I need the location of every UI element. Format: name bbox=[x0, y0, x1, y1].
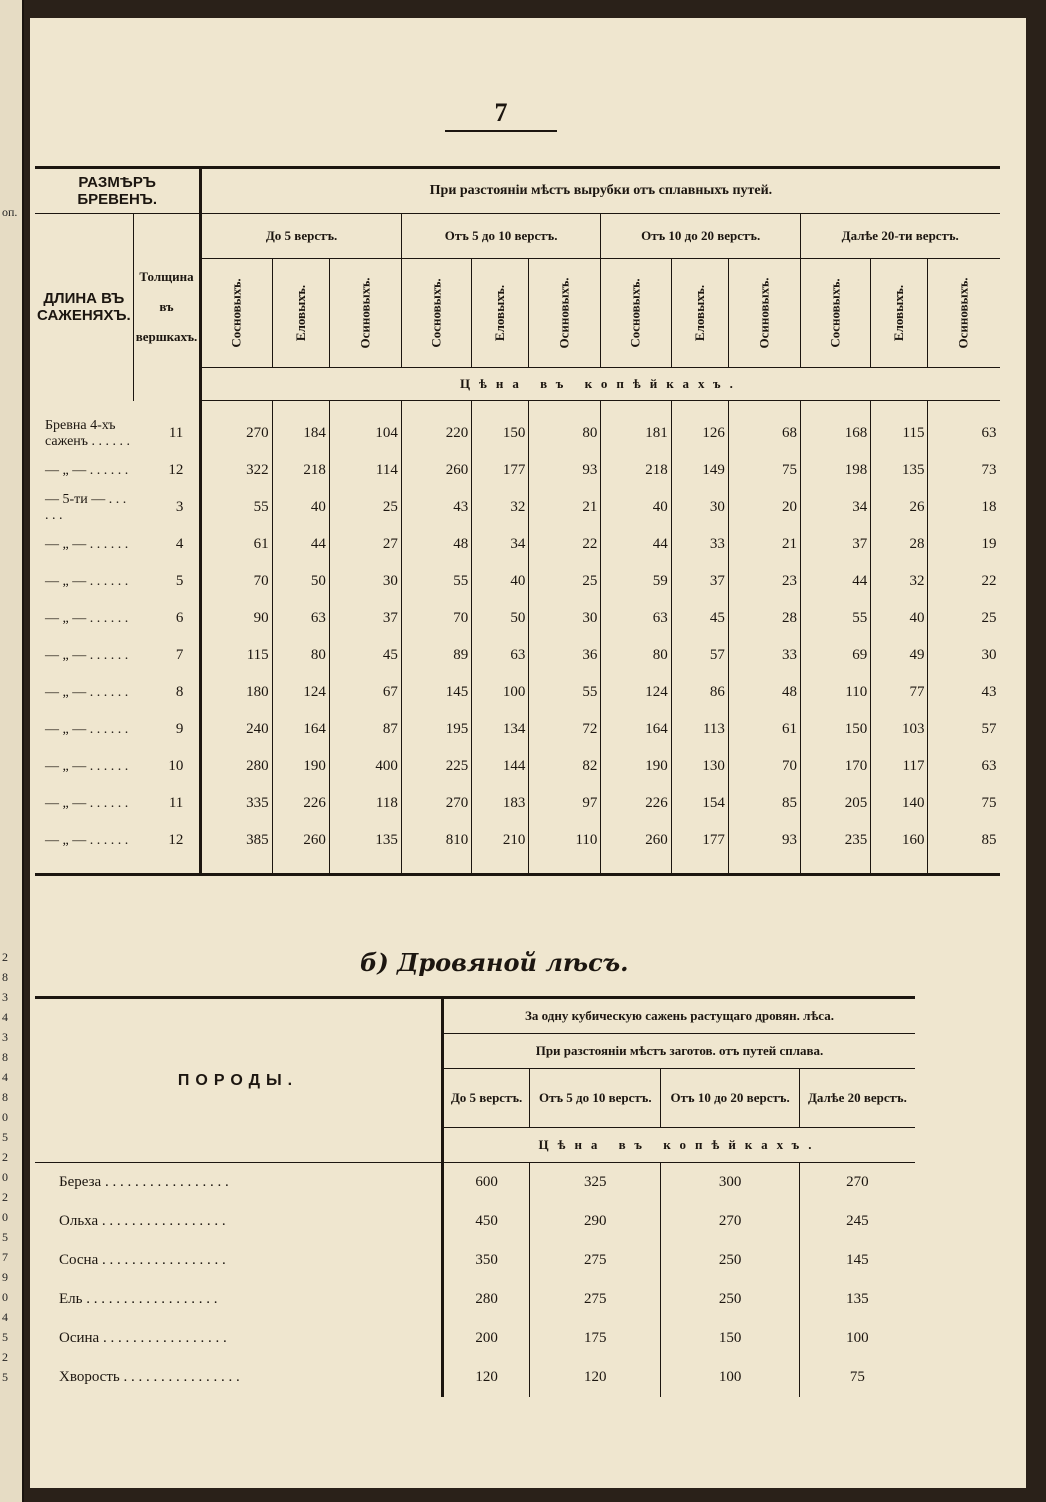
price-cell: 80 bbox=[601, 637, 671, 674]
spine-fragment: 2 bbox=[2, 1150, 8, 1164]
price-cell: 118 bbox=[329, 785, 401, 822]
price-cell: 37 bbox=[329, 600, 401, 637]
price-cell: 117 bbox=[871, 748, 928, 785]
species-header: Осиновыхъ. bbox=[329, 259, 401, 368]
price-cell: 226 bbox=[601, 785, 671, 822]
row-label: — 5-ти — . . . . . . bbox=[45, 491, 127, 523]
price-cell: 226 bbox=[272, 785, 329, 822]
page-number: 7 bbox=[445, 98, 557, 132]
price-cell: 140 bbox=[871, 785, 928, 822]
spine-fragment: 2 bbox=[2, 1190, 8, 1204]
species-header: Сосновыхъ. bbox=[601, 259, 671, 368]
price-cell: 100 bbox=[661, 1358, 799, 1397]
price-cell: 260 bbox=[401, 452, 471, 489]
table-row bbox=[35, 674, 1000, 711]
species-header: Осиновыхъ. bbox=[728, 259, 800, 368]
price-cell: 190 bbox=[272, 748, 329, 785]
price-cell: 210 bbox=[472, 822, 529, 859]
price-cell: 86 bbox=[671, 674, 728, 711]
price-cell: 33 bbox=[671, 526, 728, 563]
price-cell: 55 bbox=[800, 600, 870, 637]
group-header: Отъ 10 до 20 верстъ. bbox=[601, 214, 801, 259]
price-cell: 30 bbox=[928, 637, 1000, 674]
price-cell: 80 bbox=[272, 637, 329, 674]
price-cell: 85 bbox=[928, 822, 1000, 859]
thickness-cell: 12 bbox=[133, 452, 201, 489]
spine-fragment: оп. bbox=[2, 205, 18, 219]
group-header: Отъ 5 до 10 верстъ. bbox=[401, 214, 601, 259]
price-cell: 25 bbox=[529, 563, 601, 600]
price-cell: 63 bbox=[928, 748, 1000, 785]
price-cell: 45 bbox=[671, 600, 728, 637]
price-cell: 135 bbox=[871, 452, 928, 489]
price-cell: 322 bbox=[201, 452, 272, 489]
price-cell: 270 bbox=[661, 1202, 799, 1241]
price-cell: 32 bbox=[871, 563, 928, 600]
thickness-cell: 12 bbox=[133, 822, 201, 859]
price-cell: 50 bbox=[472, 600, 529, 637]
price-cell: 50 bbox=[272, 563, 329, 600]
price-cell: 40 bbox=[871, 600, 928, 637]
price-cell: 220 bbox=[401, 415, 471, 452]
table-row bbox=[35, 1280, 915, 1319]
price-cell: 34 bbox=[472, 526, 529, 563]
spacer-row bbox=[35, 859, 1000, 875]
price-cell: 44 bbox=[601, 526, 671, 563]
price-cell: 260 bbox=[601, 822, 671, 859]
table-row bbox=[35, 415, 1000, 452]
price-cell: 180 bbox=[201, 674, 272, 711]
price-label: Цѣна въ копѣйкахъ. bbox=[443, 1128, 916, 1163]
price-cell: 115 bbox=[871, 415, 928, 452]
price-cell: 40 bbox=[472, 563, 529, 600]
table-row bbox=[35, 637, 1000, 674]
price-cell: 177 bbox=[472, 452, 529, 489]
price-cell: 93 bbox=[529, 452, 601, 489]
price-cell: 21 bbox=[728, 526, 800, 563]
price-cell: 350 bbox=[443, 1241, 530, 1280]
price-cell: 145 bbox=[401, 674, 471, 711]
price-cell: 70 bbox=[401, 600, 471, 637]
price-cell: 43 bbox=[401, 489, 471, 526]
price-cell: 22 bbox=[529, 526, 601, 563]
price-cell: 25 bbox=[928, 600, 1000, 637]
thickness-cell: 3 bbox=[133, 489, 201, 526]
price-cell: 27 bbox=[329, 526, 401, 563]
price-cell: 75 bbox=[799, 1358, 915, 1397]
spine-fragment: 5 bbox=[2, 1370, 8, 1384]
price-cell: 126 bbox=[671, 415, 728, 452]
price-cell: 103 bbox=[871, 711, 928, 748]
log-price-table bbox=[35, 166, 1000, 876]
group-header: До 5 верстъ. bbox=[443, 1069, 530, 1128]
species-header: Осиновыхъ. bbox=[529, 259, 601, 368]
price-cell: 240 bbox=[201, 711, 272, 748]
price-cell: 250 bbox=[661, 1280, 799, 1319]
price-cell: 61 bbox=[728, 711, 800, 748]
price-cell: 130 bbox=[671, 748, 728, 785]
price-label: Цѣна въ копѣйкахъ. bbox=[201, 368, 1000, 401]
row-label: — „ — . . . . . . bbox=[45, 462, 129, 478]
price-cell: 150 bbox=[472, 415, 529, 452]
price-cell: 114 bbox=[329, 452, 401, 489]
row-label: Сосна . . . . . . . . . . . . . . . . . bbox=[35, 1241, 443, 1280]
price-cell: 124 bbox=[272, 674, 329, 711]
price-cell: 93 bbox=[728, 822, 800, 859]
price-cell: 218 bbox=[601, 452, 671, 489]
price-cell: 33 bbox=[728, 637, 800, 674]
book-spine-edge bbox=[0, 0, 24, 1502]
price-cell: 385 bbox=[201, 822, 272, 859]
firewood-price-table bbox=[35, 996, 915, 1397]
price-cell: 134 bbox=[472, 711, 529, 748]
table-row bbox=[35, 1163, 915, 1203]
price-cell: 450 bbox=[443, 1202, 530, 1241]
price-cell: 67 bbox=[329, 674, 401, 711]
price-cell: 57 bbox=[928, 711, 1000, 748]
price-cell: 235 bbox=[800, 822, 870, 859]
price-cell: 184 bbox=[272, 415, 329, 452]
price-cell: 30 bbox=[529, 600, 601, 637]
species-header: Еловыхъ. bbox=[272, 259, 329, 368]
price-cell: 160 bbox=[871, 822, 928, 859]
price-cell: 200 bbox=[443, 1319, 530, 1358]
spine-fragment: 0 bbox=[2, 1210, 8, 1224]
spine-fragment: 3 bbox=[2, 1030, 8, 1044]
price-cell: 164 bbox=[272, 711, 329, 748]
price-cell: 245 bbox=[799, 1202, 915, 1241]
price-cell: 61 bbox=[201, 526, 272, 563]
thickness-cell: 5 bbox=[133, 563, 201, 600]
thickness-header: Толщина въ вершкахъ. bbox=[133, 214, 201, 401]
price-cell: 164 bbox=[601, 711, 671, 748]
price-cell: 270 bbox=[201, 415, 272, 452]
spine-fragment: 5 bbox=[2, 1330, 8, 1344]
group-header: Отъ 10 до 20 верстъ. bbox=[661, 1069, 799, 1128]
price-cell: 69 bbox=[800, 637, 870, 674]
price-cell: 75 bbox=[728, 452, 800, 489]
group-header: Отъ 5 до 10 верстъ. bbox=[530, 1069, 661, 1128]
price-cell: 63 bbox=[272, 600, 329, 637]
price-cell: 149 bbox=[671, 452, 728, 489]
table-row bbox=[35, 526, 1000, 563]
price-cell: 120 bbox=[530, 1358, 661, 1397]
price-cell: 34 bbox=[800, 489, 870, 526]
table-row bbox=[35, 711, 1000, 748]
price-cell: 44 bbox=[800, 563, 870, 600]
price-cell: 335 bbox=[201, 785, 272, 822]
section-subheading: б) Дровяной лѣсъ. bbox=[360, 948, 629, 977]
price-cell: 70 bbox=[728, 748, 800, 785]
price-cell: 150 bbox=[661, 1319, 799, 1358]
price-cell: 181 bbox=[601, 415, 671, 452]
row-label: Осина . . . . . . . . . . . . . . . . . bbox=[35, 1319, 443, 1358]
price-cell: 190 bbox=[601, 748, 671, 785]
price-cell: 300 bbox=[661, 1163, 799, 1203]
price-cell: 225 bbox=[401, 748, 471, 785]
species-header: Сосновыхъ. bbox=[800, 259, 870, 368]
spine-fragment: 3 bbox=[2, 990, 8, 1004]
price-cell: 104 bbox=[329, 415, 401, 452]
price-cell: 280 bbox=[443, 1280, 530, 1319]
table-row bbox=[35, 748, 1000, 785]
price-cell: 80 bbox=[529, 415, 601, 452]
price-cell: 55 bbox=[529, 674, 601, 711]
price-cell: 250 bbox=[661, 1241, 799, 1280]
price-cell: 77 bbox=[871, 674, 928, 711]
price-cell: 205 bbox=[800, 785, 870, 822]
price-cell: 100 bbox=[799, 1319, 915, 1358]
price-cell: 110 bbox=[800, 674, 870, 711]
price-cell: 175 bbox=[530, 1319, 661, 1358]
price-cell: 63 bbox=[601, 600, 671, 637]
table-row bbox=[35, 1358, 915, 1397]
price-cell: 22 bbox=[928, 563, 1000, 600]
spine-fragment: 4 bbox=[2, 1310, 8, 1324]
table-row bbox=[35, 785, 1000, 822]
row-label: — „ — . . . . . . bbox=[45, 684, 129, 700]
group-header: До 5 верстъ. bbox=[201, 214, 402, 259]
price-cell: 19 bbox=[928, 526, 1000, 563]
row-label: — „ — . . . . . . bbox=[45, 647, 129, 663]
top-header: За одну кубическую сажень растущаго дровян. лѣса. bbox=[443, 998, 916, 1034]
price-cell: 48 bbox=[401, 526, 471, 563]
price-cell: 59 bbox=[601, 563, 671, 600]
table-row bbox=[35, 1319, 915, 1358]
price-cell: 600 bbox=[443, 1163, 530, 1203]
price-cell: 113 bbox=[671, 711, 728, 748]
row-label: Ель . . . . . . . . . . . . . . . . . . bbox=[35, 1280, 443, 1319]
spine-fragment: 9 bbox=[2, 1270, 8, 1284]
row-label: Бревна 4-хъ саженъ . . . . . . bbox=[45, 417, 131, 449]
spine-fragment: 2 bbox=[2, 950, 8, 964]
price-cell: 30 bbox=[329, 563, 401, 600]
spine-fragment: 8 bbox=[2, 970, 8, 984]
size-header: РАЗМѢРЪ БРЕВЕНЪ. bbox=[35, 168, 201, 214]
price-cell: 170 bbox=[800, 748, 870, 785]
price-cell: 120 bbox=[443, 1358, 530, 1397]
price-cell: 68 bbox=[728, 415, 800, 452]
thickness-cell: 10 bbox=[133, 748, 201, 785]
price-cell: 36 bbox=[529, 637, 601, 674]
row-label: Ольха . . . . . . . . . . . . . . . . . bbox=[35, 1202, 443, 1241]
price-cell: 135 bbox=[799, 1280, 915, 1319]
price-cell: 260 bbox=[272, 822, 329, 859]
price-cell: 177 bbox=[671, 822, 728, 859]
species-header: Осиновыхъ. bbox=[928, 259, 1000, 368]
table-row bbox=[35, 1241, 915, 1280]
spine-fragment: 4 bbox=[2, 1070, 8, 1084]
price-cell: 150 bbox=[800, 711, 870, 748]
row-label: — „ — . . . . . . bbox=[45, 832, 129, 848]
price-cell: 195 bbox=[401, 711, 471, 748]
price-cell: 21 bbox=[529, 489, 601, 526]
spine-fragment: 5 bbox=[2, 1230, 8, 1244]
spine-fragment: 8 bbox=[2, 1050, 8, 1064]
price-cell: 89 bbox=[401, 637, 471, 674]
price-cell: 32 bbox=[472, 489, 529, 526]
price-cell: 270 bbox=[401, 785, 471, 822]
price-cell: 49 bbox=[871, 637, 928, 674]
price-cell: 115 bbox=[201, 637, 272, 674]
length-header: ДЛИНА ВЪ САЖЕНЯХЪ. bbox=[35, 214, 133, 401]
price-cell: 37 bbox=[671, 563, 728, 600]
row-label: Хворость . . . . . . . . . . . . . . . . bbox=[35, 1358, 443, 1397]
distance-header: При разстоянiи мѣстъ заготов. отъ путей сплава. bbox=[443, 1034, 916, 1069]
thickness-cell: 11 bbox=[133, 415, 201, 452]
price-cell: 154 bbox=[671, 785, 728, 822]
price-cell: 100 bbox=[472, 674, 529, 711]
price-cell: 55 bbox=[201, 489, 272, 526]
spine-fragment: 0 bbox=[2, 1110, 8, 1124]
row-label: — „ — . . . . . . bbox=[45, 536, 129, 552]
thickness-cell: 6 bbox=[133, 600, 201, 637]
species-header: Еловыхъ. bbox=[871, 259, 928, 368]
price-cell: 124 bbox=[601, 674, 671, 711]
price-cell: 75 bbox=[928, 785, 1000, 822]
price-cell: 325 bbox=[530, 1163, 661, 1203]
row-label: — „ — . . . . . . bbox=[45, 573, 129, 589]
price-cell: 290 bbox=[530, 1202, 661, 1241]
species-header: Сосновыхъ. bbox=[201, 259, 272, 368]
group-header: Далѣе 20-ти верстъ. bbox=[800, 214, 999, 259]
price-cell: 28 bbox=[728, 600, 800, 637]
price-cell: 270 bbox=[799, 1163, 915, 1203]
table-row bbox=[35, 452, 1000, 489]
group-header: Далѣе 20 верстъ. bbox=[799, 1069, 915, 1128]
price-cell: 26 bbox=[871, 489, 928, 526]
price-cell: 45 bbox=[329, 637, 401, 674]
species-header: Еловыхъ. bbox=[472, 259, 529, 368]
price-cell: 63 bbox=[928, 415, 1000, 452]
price-cell: 63 bbox=[472, 637, 529, 674]
spine-fragment: 4 bbox=[2, 1010, 8, 1024]
price-cell: 97 bbox=[529, 785, 601, 822]
price-cell: 18 bbox=[928, 489, 1000, 526]
row-label: — „ — . . . . . . bbox=[45, 721, 129, 737]
price-cell: 400 bbox=[329, 748, 401, 785]
table-row bbox=[35, 489, 1000, 526]
price-cell: 72 bbox=[529, 711, 601, 748]
price-cell: 40 bbox=[601, 489, 671, 526]
price-cell: 57 bbox=[671, 637, 728, 674]
spine-fragment: 0 bbox=[2, 1290, 8, 1304]
price-cell: 183 bbox=[472, 785, 529, 822]
document-page bbox=[30, 18, 1026, 1488]
price-cell: 25 bbox=[329, 489, 401, 526]
spine-fragment: 5 bbox=[2, 1130, 8, 1144]
price-cell: 40 bbox=[272, 489, 329, 526]
thickness-cell: 11 bbox=[133, 785, 201, 822]
thickness-cell: 9 bbox=[133, 711, 201, 748]
price-cell: 810 bbox=[401, 822, 471, 859]
spine-fragment: 0 bbox=[2, 1170, 8, 1184]
price-cell: 110 bbox=[529, 822, 601, 859]
price-cell: 73 bbox=[928, 452, 1000, 489]
species-header: Еловыхъ. bbox=[671, 259, 728, 368]
price-cell: 87 bbox=[329, 711, 401, 748]
table-row bbox=[35, 822, 1000, 859]
price-cell: 144 bbox=[472, 748, 529, 785]
price-cell: 23 bbox=[728, 563, 800, 600]
price-cell: 70 bbox=[201, 563, 272, 600]
price-cell: 218 bbox=[272, 452, 329, 489]
table-row bbox=[35, 600, 1000, 637]
price-cell: 135 bbox=[329, 822, 401, 859]
thickness-cell: 8 bbox=[133, 674, 201, 711]
row-label: — „ — . . . . . . bbox=[45, 758, 129, 774]
row-label: — „ — . . . . . . bbox=[45, 610, 129, 626]
price-cell: 37 bbox=[800, 526, 870, 563]
price-cell: 28 bbox=[871, 526, 928, 563]
price-cell: 90 bbox=[201, 600, 272, 637]
price-cell: 55 bbox=[401, 563, 471, 600]
price-cell: 43 bbox=[928, 674, 1000, 711]
price-cell: 275 bbox=[530, 1280, 661, 1319]
species-header: ПОРОДЫ. bbox=[35, 998, 443, 1163]
price-cell: 30 bbox=[671, 489, 728, 526]
price-cell: 280 bbox=[201, 748, 272, 785]
table-row bbox=[35, 1202, 915, 1241]
distance-header: При разстоянiи мѣстъ вырубки отъ сплавныхъ путей. bbox=[201, 168, 1000, 214]
price-cell: 44 bbox=[272, 526, 329, 563]
price-cell: 82 bbox=[529, 748, 601, 785]
price-cell: 85 bbox=[728, 785, 800, 822]
row-label: — „ — . . . . . . bbox=[45, 795, 129, 811]
price-cell: 198 bbox=[800, 452, 870, 489]
thickness-cell: 7 bbox=[133, 637, 201, 674]
table-row bbox=[35, 563, 1000, 600]
price-cell: 20 bbox=[728, 489, 800, 526]
price-cell: 145 bbox=[799, 1241, 915, 1280]
price-cell: 275 bbox=[530, 1241, 661, 1280]
spacer-row bbox=[35, 401, 1000, 416]
spine-fragment: 8 bbox=[2, 1090, 8, 1104]
species-header: Сосновыхъ. bbox=[401, 259, 471, 368]
thickness-cell: 4 bbox=[133, 526, 201, 563]
spine-fragment: 7 bbox=[2, 1250, 8, 1264]
spine-fragment: 2 bbox=[2, 1350, 8, 1364]
price-cell: 168 bbox=[800, 415, 870, 452]
row-label: Береза . . . . . . . . . . . . . . . . . bbox=[35, 1163, 443, 1203]
price-cell: 48 bbox=[728, 674, 800, 711]
